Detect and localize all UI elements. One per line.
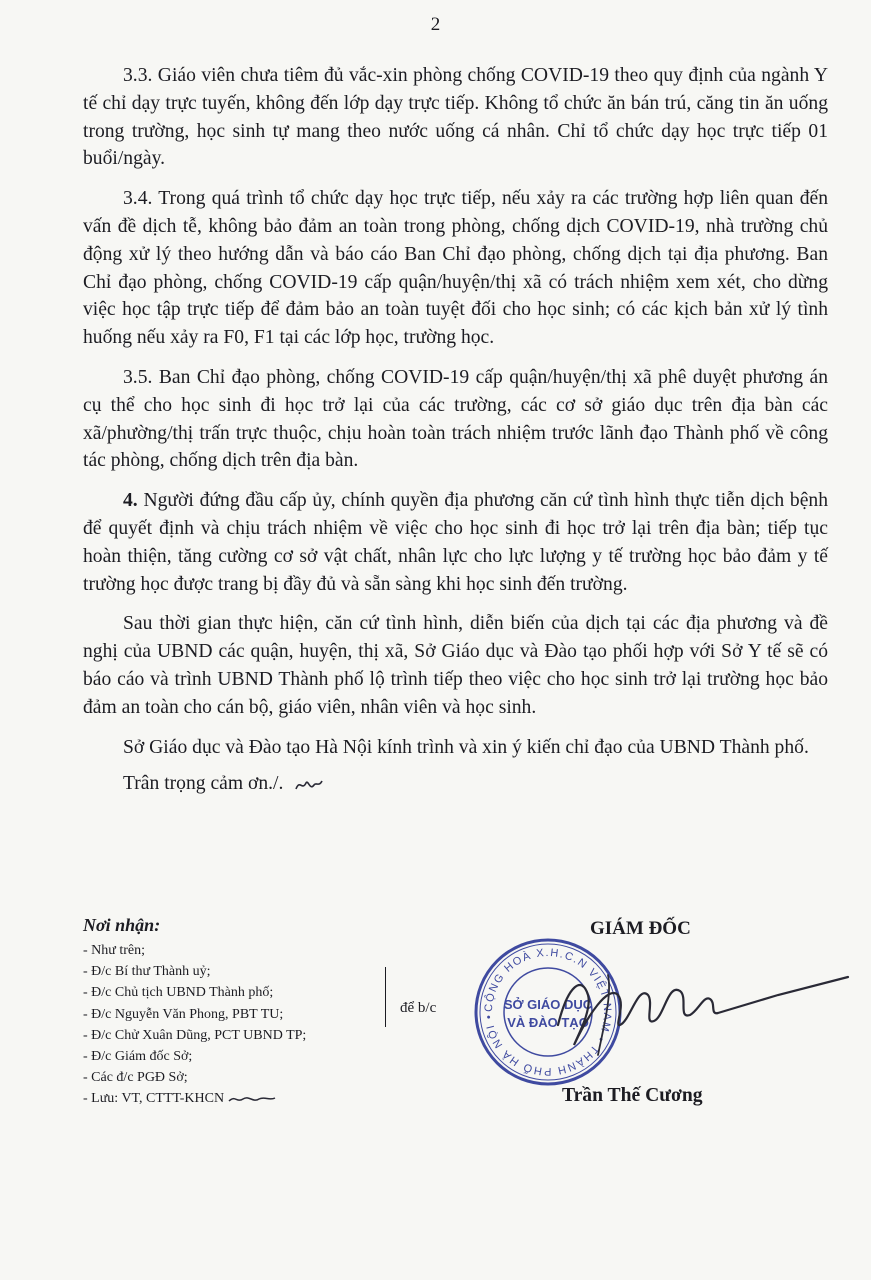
signer-name: Trần Thế Cương (562, 1085, 703, 1106)
paragraph-text: Sở Giáo dục và Đào tạo Hà Nội kính trình và xin ý kiến chỉ đạo của UBND Thành phố. (123, 736, 809, 758)
recipient-item: - Đ/c Chử Xuân Dũng, PCT UBND TP; (83, 1027, 307, 1043)
recipient-item-text: - Lưu: VT, CTTT-KHCN (83, 1091, 225, 1107)
signature-icon (548, 955, 853, 1075)
document-body (83, 62, 828, 795)
paragraph-text: Sau thời gian thực hiện, căn cứ tình hình, diễn biến của dịch tại các địa phương và đề nghị của UBND các quận, huyện, thị xã, Sở Giáo dục và Đào tạo phối hợp với Sở Y tế sẽ có báo cáo và trình UBND Thành phố lộ trình tiếp theo việc cho học sinh trở lại trường học bảo đảm an toàn cho cán bộ, giáo viên, nhân viên và học sinh. (83, 613, 828, 718)
cc-note: để b/c (400, 1000, 437, 1016)
paragraph-3-5 (83, 364, 828, 475)
seal-center-line-2: VÀ ĐÀO TẠO (507, 1015, 589, 1030)
paragraph-text: 3.4. Trong quá trình tổ chức dạy học trực tiếp, nếu xảy ra các trường hợp liên quan đến vấn đề dịch tễ, không bảo đảm an toàn trong phòng, chống dịch COVID-19, nhà trường chủ động xử lý theo hướng dẫn và báo cáo Ban Chỉ đạo phòng, chống dịch tại địa phương. Ban Chỉ đạo phòng, chống COVID-19 cấp quận/huyện/thị xã có trách nhiệm xem xét, cho dừng việc học tập trực tiếp để đảm bảo an toàn tuyệt đối cho học sinh; có các kịch bản xử lý tình huống nếu xảy ra F0, F1 tại các lớp học, trường học. (83, 188, 828, 349)
seal-center-line-1: SỞ GIÁO DỤC (503, 997, 593, 1012)
seal-ring-text: CỘNG HOÀ X.H.C.N VIỆT NAM • THÀNH PHỐ HÀ NỘI • (482, 946, 614, 1078)
recipient-item: - Đ/c Nguyễn Văn Phong, PBT TU; (83, 1006, 284, 1022)
paragraph-text: Người đứng đầu cấp ủy, chính quyền địa phương căn cứ tình hình thực tiễn dịch bệnh để quyết định và chịu trách nhiệm về việc cho học sinh đi học trở lại trên địa bàn; tiếp tục hoàn thiện, tăng cường cơ sở vật chất, nhân lực cho lực lượng y tế trường học bảo đảm y tế trường học được trang bị đầy đủ và sẵn sàng khi học sinh đến trường. (83, 490, 828, 595)
page-number: 2 (430, 14, 441, 35)
paragraph-text: 3.3. Giáo viên chưa tiêm đủ vắc-xin phòng chống COVID-19 theo quy định của ngành Y tế chỉ dạy trực tuyến, không đến lớp dạy trực tiếp. Không tổ chức ăn bán trú, căng tin ăn uống trong trường, học sinh tự mang theo nước uống cá nhân. Chỉ tổ chức dạy học trực tiếp 01 buổi/ngày. (83, 65, 828, 170)
recipient-item (83, 1088, 403, 1109)
recipient-item: - Như trên; (83, 943, 146, 958)
paragraph-summary (83, 610, 828, 721)
recipient-item: - Đ/c Chủ tịch UBND Thành phố; (83, 985, 274, 1001)
recipients-block (83, 915, 403, 1110)
paragraph-4 (83, 487, 828, 598)
initial-scribble-icon (227, 1093, 277, 1105)
recipients-title: Nơi nhận: (83, 915, 161, 935)
recipient-item: - Đ/c Bí thư Thành uỷ; (83, 964, 211, 980)
paragraph-number: 4. (123, 490, 138, 512)
signer-title: GIÁM ĐỐC (590, 918, 691, 939)
recipient-item: - Các đ/c PGĐ Sở; (83, 1070, 188, 1086)
closing-text: Trân trọng cảm ơn./. (123, 773, 284, 795)
paragraph-3-3 (83, 62, 828, 173)
recipients-bracket (385, 967, 386, 1027)
paragraph-text: 3.5. Ban Chỉ đạo phòng, chống COVID-19 cấp quận/huyện/thị xã phê duyệt phương án cụ thể cho học sinh đi học trở lại của các trường, các cơ sở giáo dục trên địa bàn các xã/phường/thị trấn trực thuộc, chịu hoàn toàn trách nhiệm trước lãnh đạo Thành phố về công tác phòng, chống dịch trên địa bàn. (83, 366, 828, 472)
recipient-item: - Đ/c Giám đốc Sở; (83, 1049, 193, 1065)
closing-line (83, 773, 828, 795)
paragraph-3-4 (83, 185, 828, 352)
paragraph-request (83, 734, 828, 762)
initial-scribble-icon (294, 777, 324, 793)
recipients-list (83, 940, 403, 1110)
